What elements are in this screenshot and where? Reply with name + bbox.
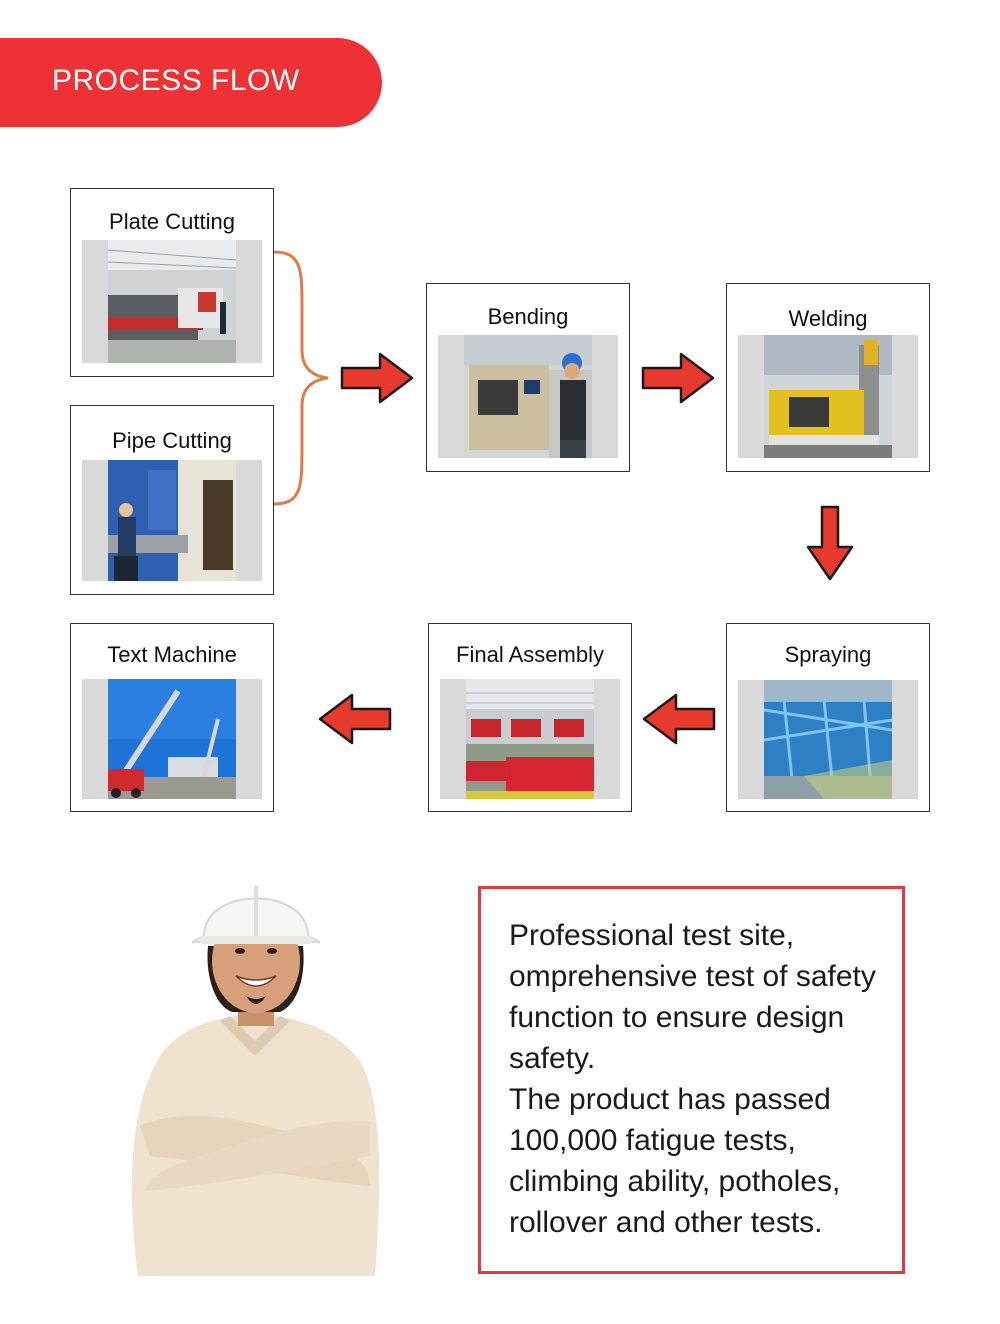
info-box: [478, 886, 905, 1274]
info-paragraph-2: The product has passed 100,000 fatigue tests, climbing ability, potholes, rollover and other tests.: [509, 1083, 841, 1239]
step-label: Bending: [487, 304, 569, 329]
info-paragraph-1: Professional test site, omprehensive test of safety function to ensure design safety.: [509, 919, 876, 1075]
brace-icon: [272, 250, 332, 513]
step-label: Final Assembly: [456, 642, 604, 667]
step-pipe-cutting: [70, 405, 274, 595]
step-label: Welding: [788, 306, 868, 331]
step-text-machine: [70, 623, 274, 812]
arrow-icon: [316, 693, 392, 745]
spraying-photo: [738, 680, 918, 799]
step-welding: [726, 283, 930, 472]
plate-cutting-photo: [82, 240, 262, 363]
step-bending: [426, 283, 630, 472]
welding-photo: [738, 335, 918, 458]
arrow-icon: [640, 693, 716, 745]
arrow-icon: [641, 352, 717, 404]
pipe-cutting-photo: [82, 460, 262, 581]
step-final-assembly: [428, 623, 632, 812]
step-label: Pipe Cutting: [112, 428, 232, 453]
arrow-icon: [806, 505, 854, 583]
step-label: Plate Cutting: [109, 209, 235, 234]
step-spraying: [726, 623, 930, 812]
bending-photo: [438, 335, 618, 458]
text-machine-photo: [82, 679, 262, 799]
page-title: PROCESS FLOW: [52, 64, 300, 97]
arrow-icon: [340, 352, 416, 404]
final-assembly-photo: [440, 679, 620, 799]
step-plate-cutting: [70, 188, 274, 377]
step-label: Spraying: [784, 642, 872, 667]
header-banner: [0, 38, 382, 127]
worker-illustration: [120, 856, 390, 1276]
step-label: Text Machine: [107, 642, 237, 667]
